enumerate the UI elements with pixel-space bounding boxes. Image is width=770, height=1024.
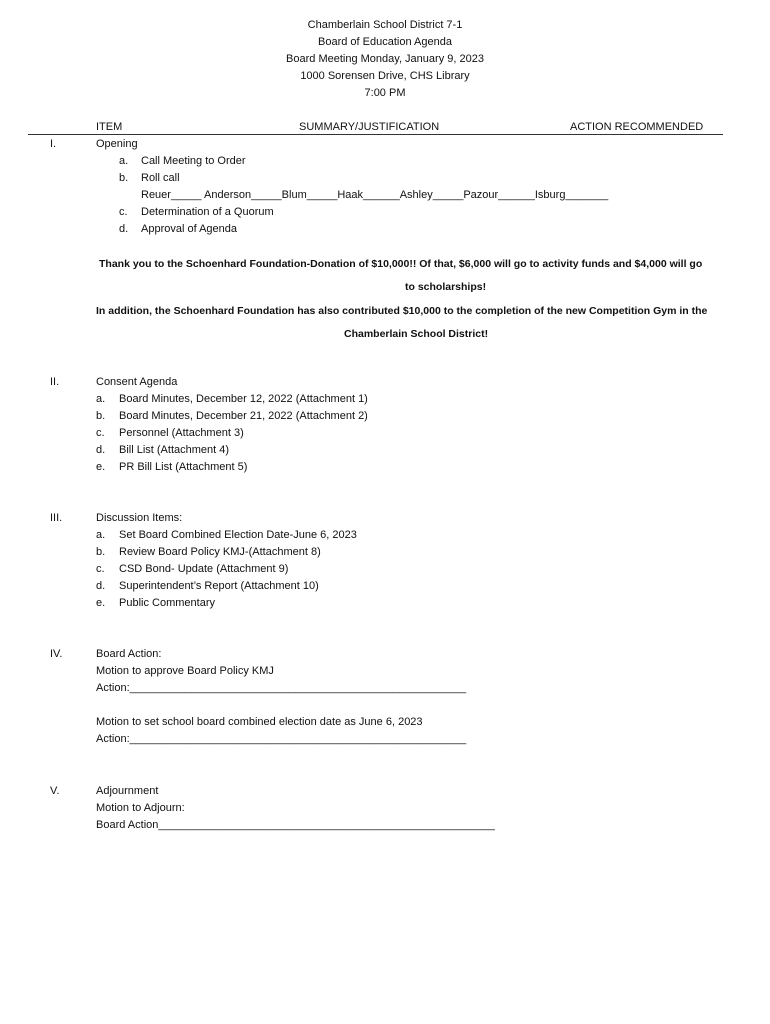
section-2-e-letter: e.	[96, 461, 106, 473]
section-3-b-letter: b.	[96, 546, 106, 558]
meeting-date: Board Meeting Monday, January 9, 2023	[286, 53, 484, 65]
section-5-number: V.	[50, 785, 60, 797]
board-action-line[interactable]: Board Action_______________________________________________________	[96, 819, 495, 831]
section-2-number: II.	[50, 376, 60, 388]
section-3-b-text: Review Board Policy KMJ-(Attachment 8)	[119, 546, 321, 558]
section-1-b-letter: b.	[119, 172, 129, 184]
section-3-c-letter: c.	[96, 563, 105, 575]
section-2-d-letter: d.	[96, 444, 106, 456]
section-1-title: Opening	[96, 138, 138, 150]
section-2-c-letter: c.	[96, 427, 105, 439]
section-3-d-text: Superintendent’s Report (Attachment 10)	[119, 580, 319, 592]
section-4-number: IV.	[50, 648, 63, 660]
action-line-election[interactable]: Action:_______________________________________________________	[96, 733, 467, 745]
section-1-b-text: Roll call	[141, 172, 180, 184]
motion-adjourn: Motion to Adjourn:	[96, 802, 185, 814]
meeting-location: 1000 Sorensen Drive, CHS Library	[300, 70, 470, 82]
section-1-c-text: Determination of a Quorum	[141, 206, 274, 218]
section-2-a-letter: a.	[96, 393, 106, 405]
motion-election-date: Motion to set school board combined election date as June 6, 2023	[96, 716, 423, 728]
section-3-c-text: CSD Bond- Update (Attachment 9)	[119, 563, 289, 575]
section-2-title: Consent Agenda	[96, 376, 178, 388]
section-2-b-text: Board Minutes, December 21, 2022 (Attachment 2)	[119, 410, 368, 422]
section-3-e-text: Public Commentary	[119, 597, 215, 609]
section-5-title: Adjournment	[96, 785, 159, 797]
column-header-summary: SUMMARY/JUSTIFICATION	[299, 121, 440, 133]
district-name: Chamberlain School District 7-1	[307, 19, 463, 31]
section-1-number: I.	[50, 138, 57, 150]
roll-call-list: Reuer_____ Anderson_____Blum_____Haak______Ashley_____Pazour______Isburg_______	[141, 189, 609, 201]
section-3-a-letter: a.	[96, 529, 106, 541]
action-line-policy[interactable]: Action:_______________________________________________________	[96, 682, 467, 694]
section-2-c-text: Personnel (Attachment 3)	[119, 427, 244, 439]
donation-notice-line2: to scholarships!	[405, 281, 487, 293]
section-3-d-letter: d.	[96, 580, 106, 592]
section-4-title: Board Action:	[96, 648, 162, 660]
section-3-e-letter: e.	[96, 597, 106, 609]
section-3-title: Discussion Items:	[96, 512, 183, 524]
header-divider	[28, 134, 723, 135]
donation-notice-line3: In addition, the Schoenhard Foundation has also contributed $10,000 to the completion of the new Competition Gym in the	[96, 305, 708, 317]
section-1-a-letter: a.	[119, 155, 129, 167]
motion-approve-policy: Motion to approve Board Policy KMJ	[96, 665, 274, 677]
document-header	[0, 17, 770, 102]
agenda-title: Board of Education Agenda	[318, 36, 452, 48]
section-3-a-text: Set Board Combined Election Date-June 6, 2023	[119, 529, 357, 541]
section-1-a-text: Call Meeting to Order	[141, 155, 246, 167]
section-2-b-letter: b.	[96, 410, 106, 422]
section-1-d-letter: d.	[119, 223, 129, 235]
column-header-action: ACTION RECOMMENDED	[570, 121, 704, 133]
section-3-number: III.	[50, 512, 63, 524]
meeting-time: 7:00 PM	[364, 87, 406, 99]
section-2-d-text: Bill List (Attachment 4)	[119, 444, 230, 456]
column-header-item: ITEM	[96, 121, 123, 133]
donation-notice-line4: Chamberlain School District!	[344, 328, 489, 340]
section-2-a-text: Board Minutes, December 12, 2022 (Attachment 1)	[119, 393, 368, 405]
section-1-d-text: Approval of Agenda	[141, 223, 238, 235]
section-1-c-letter: c.	[119, 206, 128, 218]
section-2-e-text: PR Bill List (Attachment 5)	[119, 461, 248, 473]
donation-notice-line1: Thank you to the Schoenhard Foundation-Donation of $10,000!! Of that, $6,000 will go to activity funds and $4,000 will go	[99, 258, 703, 270]
